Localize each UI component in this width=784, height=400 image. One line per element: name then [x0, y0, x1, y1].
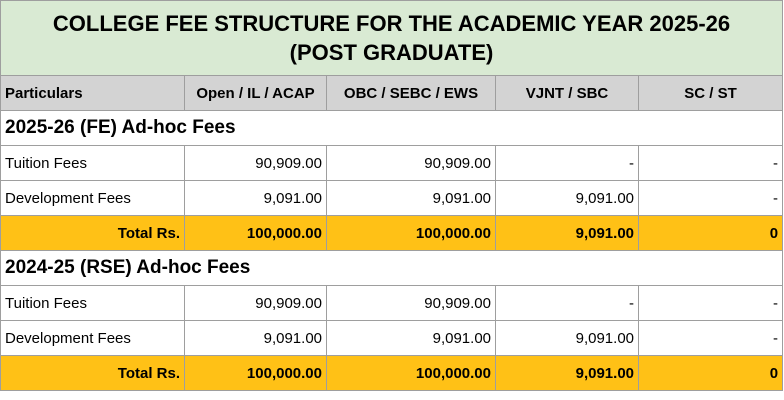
- header-open: Open / IL / ACAP: [185, 76, 327, 111]
- total-vjnt: 9,091.00: [496, 216, 639, 251]
- row-label: Development Fees: [1, 181, 185, 216]
- total-vjnt: 9,091.00: [496, 356, 639, 391]
- table-row: [1, 286, 783, 321]
- row-label: Tuition Fees: [1, 146, 185, 181]
- row-label: Tuition Fees: [1, 286, 185, 321]
- header-vjnt: VJNT / SBC: [496, 76, 639, 111]
- cell-obc: 9,091.00: [327, 321, 496, 356]
- table-row: [1, 146, 783, 181]
- header-scst: SC / ST: [639, 76, 783, 111]
- total-row: [1, 216, 783, 251]
- section-heading: 2025-26 (FE) Ad-hoc Fees: [1, 111, 783, 146]
- header-particulars: Particulars: [1, 76, 185, 111]
- section-heading: 2024-25 (RSE) Ad-hoc Fees: [1, 251, 783, 286]
- cell-vjnt: -: [496, 286, 639, 321]
- cell-obc: 90,909.00: [327, 286, 496, 321]
- table-row: [1, 321, 783, 356]
- total-label: Total Rs.: [1, 356, 185, 391]
- cell-obc: 90,909.00: [327, 146, 496, 181]
- header-obc: OBC / SEBC / EWS: [327, 76, 496, 111]
- header-row: [1, 76, 783, 111]
- section-heading-row: [1, 111, 783, 146]
- total-obc: 100,000.00: [327, 356, 496, 391]
- total-open: 100,000.00: [185, 356, 327, 391]
- cell-scst: -: [639, 181, 783, 216]
- cell-vjnt: 9,091.00: [496, 181, 639, 216]
- cell-vjnt: -: [496, 146, 639, 181]
- total-open: 100,000.00: [185, 216, 327, 251]
- cell-open: 9,091.00: [185, 321, 327, 356]
- total-scst: 0: [639, 216, 783, 251]
- table-row: [1, 181, 783, 216]
- cell-scst: -: [639, 321, 783, 356]
- cell-open: 90,909.00: [185, 146, 327, 181]
- section-heading-row: [1, 251, 783, 286]
- total-label: Total Rs.: [1, 216, 185, 251]
- cell-obc: 9,091.00: [327, 181, 496, 216]
- total-row: [1, 356, 783, 391]
- title-line-1: COLLEGE FEE STRUCTURE FOR THE ACADEMIC YEAR 2025-26: [52, 11, 731, 36]
- total-obc: 100,000.00: [327, 216, 496, 251]
- cell-scst: -: [639, 146, 783, 181]
- row-label: Development Fees: [1, 321, 185, 356]
- cell-open: 9,091.00: [185, 181, 327, 216]
- cell-scst: -: [639, 286, 783, 321]
- total-scst: 0: [639, 356, 783, 391]
- cell-open: 90,909.00: [185, 286, 327, 321]
- cell-vjnt: 9,091.00: [496, 321, 639, 356]
- title-line-2: (POST GRADUATE): [289, 40, 494, 65]
- title-row: [1, 1, 783, 76]
- page-title: [1, 1, 783, 76]
